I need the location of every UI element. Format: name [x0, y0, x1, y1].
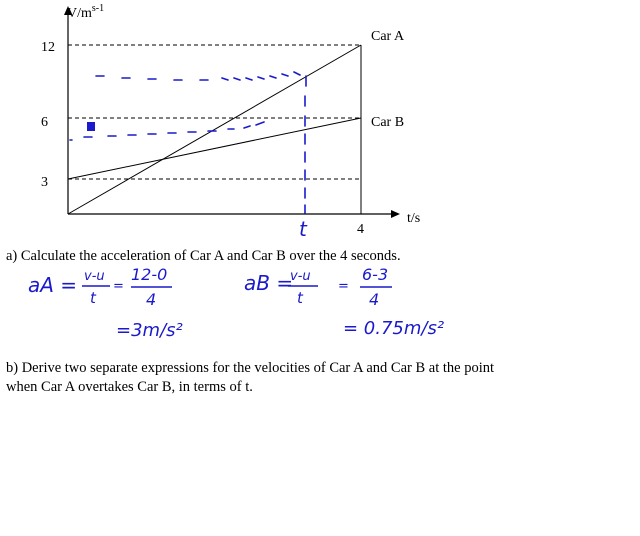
question-b: [6, 359, 626, 397]
aA-frac2-den: 4: [146, 290, 157, 309]
handwritten-vertical-dash: [305, 76, 306, 213]
y-axis-label: $V/m^{s-1}$: [67, 3, 105, 21]
car-b-label: Car B: [371, 115, 405, 130]
x-axis-arrow: [391, 210, 400, 218]
aB-frac2-num: 6-3: [362, 265, 389, 284]
aB-lhs: aB =: [244, 271, 294, 295]
car-b-line: [68, 118, 361, 179]
aA-approx: =: [113, 279, 124, 294]
x-axis-label: t/s: [407, 211, 421, 226]
handwritten-square-mark: [87, 122, 95, 131]
aA-frac2-num: 12-0: [131, 265, 168, 284]
aA-frac1-den: t: [90, 289, 96, 307]
x-tick-4: 4: [357, 222, 364, 237]
handwritten-t: t: [299, 217, 307, 241]
aB-frac1-den: t: [297, 289, 303, 307]
aB-approx: =: [338, 279, 349, 294]
question-b-line2: when Car A overtakes Car B, in terms of t.: [6, 379, 253, 395]
question-b-line1: b) Derive two separate expressions for the velocities of Car A and Car B at the point: [6, 360, 495, 376]
car-a-label: Car A: [371, 29, 405, 44]
calc-car-a: [28, 265, 183, 341]
handwritten-dash-12: [96, 72, 300, 80]
aB-result: = 0.75m/s²: [343, 318, 445, 339]
question-a: a) Calculate the acceleration of Car A and Car B over the 4 seconds.: [6, 248, 401, 264]
aA-frac1-num: v-u: [84, 269, 105, 284]
y-tick-12: 12: [41, 40, 55, 55]
aA-result: =3m/s²: [116, 320, 183, 341]
calc-car-b: [244, 265, 444, 339]
car-a-line: [68, 45, 361, 214]
aB-frac2-den: 4: [369, 290, 380, 309]
y-tick-6: 6: [41, 115, 48, 130]
aA-lhs: aA =: [28, 273, 78, 297]
aB-frac1-num: v-u: [290, 269, 311, 284]
handwritten-dash-6: [70, 122, 264, 140]
y-tick-3: 3: [41, 175, 48, 190]
